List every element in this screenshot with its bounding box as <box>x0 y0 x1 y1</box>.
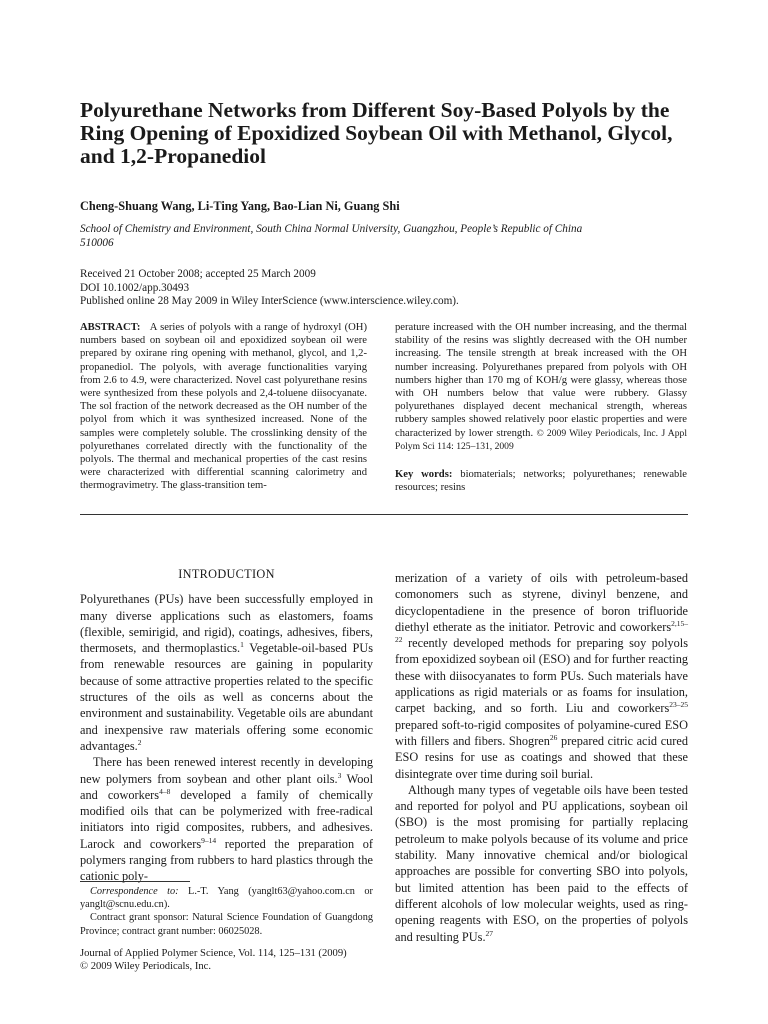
citation-ref: 2,15–22 <box>395 618 688 645</box>
abstract-copyright: © 2009 Wiley Periodicals, Inc. <box>536 427 659 439</box>
citation-ref: 27 <box>485 928 494 938</box>
published-online: Published online 28 May 2009 in Wiley InterScience (www.interscience.wiley.com). <box>80 295 459 307</box>
article-title: Polyurethane Networks from Different Soy-Based Polyols by the Ring Opening of Epoxidized Soybean Oil with Methanol, Glycol, and 1,2-Propanediol <box>80 98 673 168</box>
abstract-text-left: A series of polyols with a range of hydroxyl (OH) numbers based on soybean oil and epoxidized soybean oil were prepared by oxirane ring opening with methanol, glycol, and 1,2-propanediol. The polyols, with average functionalities varying from 2.6 to 4.9, were characterized. Novel cast polyurethane resins were synthesized from these polyols and 2,4-toluene diisocyanate. The sol fraction of the network decreased as the OH number of the polyol from which it was synthesized increased. None of the samples were completely soluble. The crosslinking density of the polyurethanes correlated directly with the functionality of the polyols. The thermal and mechanical properties of the cast resins were characterized with differential scanning calorimetry and thermogravimetry. The glass-transition tem- <box>80 322 367 492</box>
footnote-divider <box>80 881 190 882</box>
body-right-column <box>395 570 688 945</box>
journal-citation: Journal of Applied Polymer Science, Vol. 114, 125–131 (2009) <box>80 948 347 959</box>
correspondence-footnote <box>80 881 373 938</box>
citation-ref: 26 <box>549 732 558 742</box>
correspondence-label: Correspondence to: <box>90 886 179 897</box>
journal-info <box>80 947 380 973</box>
intro-paragraph-2: There has been renewed interest recently in developing new polymers from soybean and other plant oils.$^3$ Wool and coworkers$^{4-8}$ developed a family of chemically modified oils that can be polymerized with free-radical initiators into rigid composites, rubbers, and adhesives. Larock and coworkers$^{9-14}$ reported the preparation of polymers ranging from rubbers to hard plastics through the cationic poly- <box>80 755 374 884</box>
received-date: Received 21 October 2008; accepted 25 March 2009 <box>80 268 316 280</box>
citation-ref: 3 <box>337 770 342 780</box>
abstract-right-column <box>395 321 687 494</box>
citation-ref: 2 <box>137 737 142 747</box>
journal-copyright: © 2009 Wiley Periodicals, Inc. <box>80 961 211 973</box>
correspondence: Correspondence to: L.-T. Yang (yanglt63@yahoo.com.cn or yanglt@scnu.edu.cn). <box>80 886 373 911</box>
affiliation: School of Chemistry and Environment, South China Normal University, Guangzhou, People’s Republic of China 510006 <box>80 223 583 249</box>
abstract-label: ABSTRACT: <box>80 322 141 333</box>
grant-info: Contract grant sponsor: Natural Science Foundation of Guangdong Province; contract grant number: 06025028. <box>80 912 373 937</box>
citation-ref: 1 <box>240 640 244 650</box>
citation-ref: 9–14 <box>201 835 217 845</box>
abstract-left-column <box>80 321 367 493</box>
keywords <box>395 468 687 494</box>
keywords-label: Key words: <box>395 469 453 481</box>
citation-ref: 4–8 <box>159 786 171 796</box>
abstract-divider <box>80 514 688 515</box>
intro-paragraph-3: Although many types of vegetable oils have been tested and reported for polyol and PU applications, soybean oil (SBO) is the most promising for partially replacing petroleum to make polyols because of its volume and price stability. Many innovative chemical and/or biological approaches are possible for converting SBO into polyols, but limited attention has been paid to the effects of different alcohols of low molecular weights, used as ring-opening reagents with ESO, on the properties of polyols and resulting PUs.$^{27}$ <box>395 782 688 944</box>
author-list: Cheng-Shuang Wang, Li-Ting Yang, Bao-Lian Ni, Guang Shi <box>80 199 400 213</box>
intro-paragraph-1: Polyurethanes (PUs) have been successfully employed in many diverse applications such as elastomers, foams (flexible, semirigid, and rigid), coatings, adhesives, fibers, thermosets, and thermoplastics.$^1$ Vegetable-oil-based PUs from renewable resources are gaining in popularity because of some attractive properties related to the specific structures of the oils as well as concerns about the environment and sustainability. Vegetable oils are abundant and inexpensive raw materials offering some economic advantages.$^2$ <box>80 592 373 753</box>
abstract-citation: J Appl Polym Sci 114: 125–131, 2009 <box>395 427 687 452</box>
body-left-column <box>80 566 373 885</box>
citation-ref: 23–25 <box>669 700 688 710</box>
doi: DOI 10.1002/app.30493 <box>80 281 190 294</box>
section-heading-introduction: INTRODUCTION <box>178 567 275 581</box>
abstract-text-right: perature increased with the OH number increasing, and the thermal stability of the resins was slightly decreased with the OH number increasing. The tensile strength at break increased with the OH number increasing. Polyurethanes prepared from polyols with OH numbers higher than 170 mg of KOH/g were glassy, whereas those with OH numbers below that value were rubbery. Glassy polyurethanes displayed decent mechanical strength, whereas rubbery samples showed relatively poor elastic properties and were characterized by lower strength. <box>395 322 687 439</box>
keywords-list: biomaterials; networks; polyurethanes; renewable resources; resins <box>395 469 687 494</box>
intro-paragraph-2-continued: merization of a variety of oils with petroleum-based comonomers such as styrene, divinyl benzene, and dicyclopentadiene in the presence of boron trifluoride diethyl etherate as the initiator. Petrovic and coworkers$^{2,15-22}$ recently developed methods for preparing soy polyols from epoxidized soybean oil (ESO) and for further reacting these with diisocyanates to form PUs. Such materials have applications as rigid materials or as foams for insulation, carpet backing, and so forth. Liu and coworkers$^{23-25}$ prepared soft-to-rigid composites of polyamine-cured ESO with fillers and fibers. Shogren$^{26}$ prepared citric acid cured ESO resins for use as coatings and showed that these disintegrate over time during soil burial. <box>395 571 689 781</box>
publication-info <box>80 268 640 309</box>
